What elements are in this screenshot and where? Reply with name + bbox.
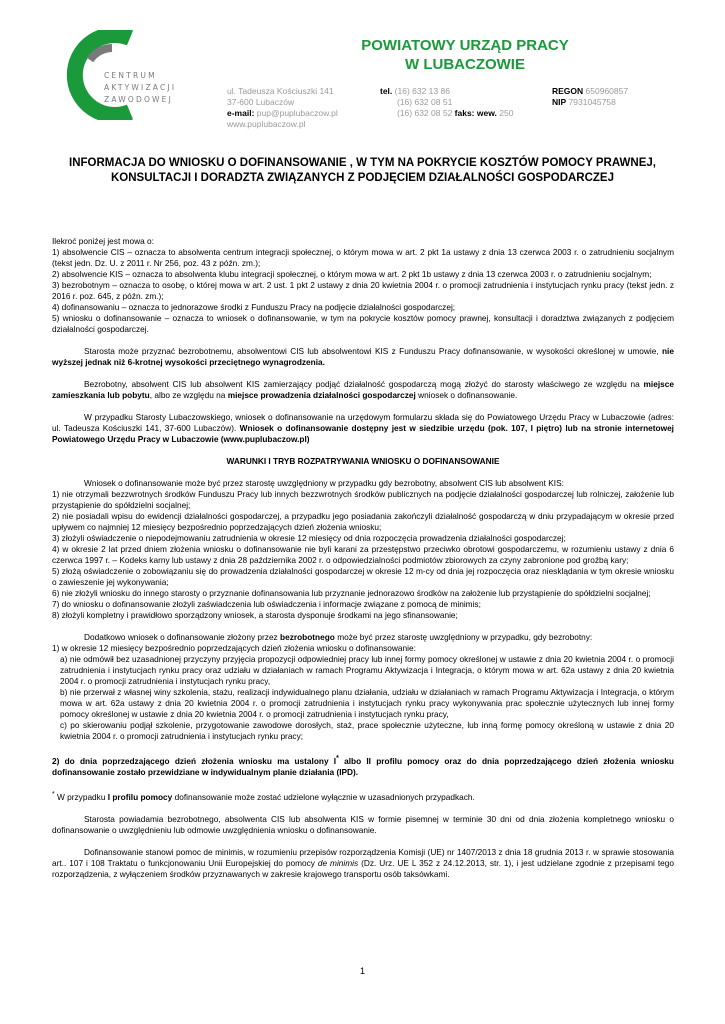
definition-item: 5) wniosku o dofinansowanie – oznacza to wniosek o dofinansowanie, w tym na pokrycie kosztów pomocy prawnej, konsultacji i doradztwa związanych z podjęciem działalności gospodarczej. (52, 313, 674, 334)
extra-subitem: a) nie odmówił bez uzasadnionej przyczyny przyjęcia propozycji odpowiedniej pracy lub innej formy pomocy określonej w ustawie z dnia 20 kwietnia 2004 r. o promocji zatrudnienia i instytucjach rynku pracy oraz udziału w działaniach w ramach Programu Aktywizacja i Integracja, o którym mowa w art. 62a ustawy z dnia 20 kwietnia 2004 r. o promocji zatrudnienia i instytucjach rynku pracy, (60, 654, 674, 686)
document-title: INFORMACJA DO WNIOSKU O DOFINANSOWANIE , W TYM NA POKRYCIE KOSZTÓW POMOCY PRAWNEJ, KONSULTACJI I DORADZTA ZWIĄZANYCH Z PODJĘCIEM DZIAŁALNOŚCI GOSPODARCZEJ (69, 157, 656, 184)
condition-item: 3) złożyli oświadczenie o niepodejmowaniu zatrudnienia w okresie 12 miesięcy od dnia rozpoczęcia prowadzenia działalności gospodarczej; (52, 533, 566, 543)
tel-2: (16) 632 08 51 (397, 97, 453, 107)
extra-item-2: 2) do dnia poprzedzającego dzień złożenia wniosku ma ustalony I* albo II profilu pomocy oraz do dnia poprzedzającego dzień złożenia wniosku dofinansowanie zostało przewidziane w indywidualnym planie działania (IPD). (52, 755, 674, 777)
extra-subitem: b) nie przerwał z własnej winy szkolenia, stażu, realizacji indywidualnego planu działania, udziału w działaniach w ramach Programu Aktywizacja i Integracja, o którym mowa w art. 62a ustawy z dnia 20 kwietnia 2004 r. o promocji zatrudnienia i instytucjach rynku pracy wykonywania prac społecznie użytecznych lub innej formy pomocy określonej w ustawie z dnia 20 kwietnia 2004 r. o promocji zatrudnienia i instytucjach rynku pracy, (60, 687, 674, 719)
logo-line: CENTRUM (104, 71, 157, 80)
paragraph-lubaczow: W przypadku Starosty Lubaczowskiego, wniosek o dofinansowanie na urzędowym formularzu składa się do Powiatowego Urzędu Pracy w Lubaczowie (adres: ul. Tadeusza Kościuszki 141, 37-600 Lubaczów). Wniosek o dofinansowanie dostępny jest w siedzibie urzędu (pok. 107, I piętro) lub na stronie internetowej Powiatowego Urzędu Pracy w Lubaczowie (www.puplubaczow.pl) (52, 412, 674, 444)
website-link[interactable]: www.puplubaczow.pl (227, 119, 306, 129)
condition-item: 8) złożyli kompletny i prawidłowo sporządzony wniosek, a starosta dysponuje środkami na jego sfinansowanie; (52, 610, 458, 620)
paragraph-miejsce: Bezrobotny, absolwent CIS lub absolwent KIS zamierzający podjąć działalność gospodarczą mogą złożyć do starosty właściwego ze względu na miejsce zamieszkania lub pobytu, albo ze względu na miejsce prowadzenia działalności gospodarczej wniosek o dofinansowanie. (52, 379, 674, 400)
address-line-2: 37-600 Lubaczów (227, 97, 295, 107)
logo-line: ZAWODOWEJ (104, 95, 174, 104)
extra-subitem: c) po skierowaniu podjął szkolenie, przygotowanie zawodowe dorosłych, staż, prace społecznie użyteczne, lub inną formę pomocy określoną w ustawie z dnia 20 kwietnia 2004 r. o promocji zatrudnienia i instytucjach rynku pracy; (60, 720, 674, 741)
address-line-1: ul. Tadeusza Kościuszki 141 (227, 86, 334, 96)
logo-line: AKTYWIZACJI (104, 83, 177, 92)
extra-intro: Dodatkowo wniosek o dofinansowanie złożony przez bezrobotnego może być przez starostę uwzględniony w przypadku, gdy bezrobotny: (84, 632, 593, 642)
paragraph-starosta: Starosta może przyznać bezrobotnemu, absolwentowi CIS lub absolwentowi KIS z Funduszu Pracy dofinansowanie, w wysokości określonej w umowie, nie wyższej jednak niż 6-krotnej wysokości przeciętnego wynagrodzenia. (52, 346, 674, 367)
tel-3: (16) 632 08 52 (397, 108, 453, 118)
nip-value: 7931045758 (568, 97, 616, 107)
office-title-line-2: W LUBACZOWIE (405, 56, 525, 73)
regon-value: 650960857 (585, 86, 629, 96)
condition-item: 5) złożą oświadczenie o zobowiązaniu się do prowadzenia działalności gospodarczej w okresie 12 m-cy od dnia jej rozpoczęcia oraz niesklądania w tym okresie wniosku o zawieszenie jej wykonywania; (52, 566, 674, 587)
definition-item: 2) absolwencie KIS – oznacza to absolwenta klubu integracji społecznej, o którym mowa w art. 2 pkt 1b ustawy z dnia 13 czerwca 2003 r. o zatrudnieniu socjalnym; (52, 269, 652, 279)
office-title (300, 36, 630, 74)
email-link[interactable]: pup@puplubaczow.pl (256, 108, 338, 118)
contact-phones (380, 86, 513, 119)
nip-label: NIP (552, 97, 567, 107)
tel-label: tel. (380, 86, 393, 96)
section-heading: WARUNKI I TRYB ROZPATRYWANIA WNIOSKU O DOFINANSOWANIE (226, 456, 500, 466)
page-number: 1 (359, 966, 365, 976)
fax-ext: 250 (499, 108, 514, 118)
tel-1: (16) 632 13 86 (394, 86, 450, 96)
definition-item: 1) absolwencie CIS – oznacza to absolwenta centrum integracji społecznej, o którym mowa w art. 2 pkt 1a ustawy z dnia 13 czerwca 2003 r. o zatrudnieniu socjalnym (tekst jedn. Dz. U. z 2011 r. Nr 256, poz. 43 z późn. zm.); (52, 247, 674, 268)
paragraph-minimis: Dofinansowanie stanowi pomoc de minimis, w rozumieniu przepisów rozporządzenia Komisji (UE) nr 1407/2013 z dnia 18 grudnia 2013 r. w sprawie stosowania art.. 107 i 108 Traktatu o funkcjonowaniu Unii Europejskiej do pomocy de minimis (Dz. Urz. UE L 352 z 24.12.2013, str. 1), i jest udzielane zgodnie z przepisami tego rozporządzenia, z wyłączeniem środków przyznawanych w zakresie krajowego transportu osób taksówkami. (52, 846, 674, 879)
contact-ids (552, 86, 628, 108)
definition-item: 4) dofinansowaniu – oznacza to jednorazowe środki z Funduszu Pracy na podjęcie działalności gospodarczej; (52, 302, 456, 312)
office-title-line-1: POWIATOWY URZĄD PRACY (361, 37, 569, 54)
contact-address (227, 86, 338, 130)
condition-item: 6) nie złożyli wniosku do innego starosty o przyznanie dofinansowania lub przyznanie jednorazowo środków na założenie lub przystąpienie do spółdzielni socjalnej; (52, 588, 651, 598)
regon-label: REGON (552, 86, 584, 96)
conditions-intro: Wniosek o dofinansowanie może być przez starostę uwzględniony w przypadku gdy bezrobotny, absolwent CIS lub absolwent KIS: (84, 478, 564, 488)
email-label: e-mail: (227, 108, 255, 118)
definitions-intro: Ilekroć poniżej jest mowa o: (52, 236, 154, 246)
extra-item: 1) w okresie 12 miesięcy bezpośrednio poprzedzających dzień złożenia wniosku o dofinansowanie: (52, 643, 416, 653)
condition-item: 7) do wniosku o dofinansowanie złożyli zaświadczenia lub oświadczenia i informacje związane z pomocą de minimis; (52, 599, 481, 609)
condition-item: 2) nie posiadali wpisu do ewidencji działalności gospodarczej, a przypadku jego posiadania zakończyli działalność gospodarczą w dniu przypadającym w okresie przed upływem co najmniej 12 miesięcy bezpośrednio poprzedzających dzień złożenia wniosku; (52, 511, 674, 532)
fax-label: faks: wew. (454, 108, 497, 118)
condition-item: 1) nie otrzymali bezzwrotnych środków Funduszu Pracy lub innych bezzwrotnych środków publicznych na podjęcie działalności gospodarczej lub rolniczej, założenie lub przystąpienie do spółdzielni socjalnej; (52, 489, 674, 510)
document-body (52, 236, 674, 880)
logo-text (104, 70, 176, 106)
condition-item: 4) w okresie 2 lat przed dniem złożenia wniosku o dofinansowanie nie byli karani za przestępstwo przeciwko obrotowi gospodarczemu, w rozumieniu ustawy z dnia 6 czerwca 1997 r. – Kodeks karny lub ustawy z dnia 28 października 2002 r. o odpowiedzialności podmiotów zbiorowych za czyny zabronione pod groźbą kary; (52, 544, 674, 565)
footnote: * W przypadku I profilu pomocy dofinansowanie może zostać udzielone wyłącznie w uzasadnionych przypadkach. (52, 790, 475, 802)
definition-item: 3) bezrobotnym – oznacza to osobę, o której mowa w art. 2 ust. 1 pkt 2 ustawy z dnia 20 kwietnia 2004 r. o promocji zatrudnienia i instytucjach rynku pracy (tekst jedn. z 2016 r. poz. 645, z późn. zm.); (52, 280, 674, 301)
paragraph-notify: Starosta powiadamia bezrobotnego, absolwenta CIS lub absolwenta KIS w formie pisemnej w terminie 30 dni od dnia złożenia kompletnego wniosku o dofinansowanie o uwzględnieniu lub odmowie uwzględnienia wniosku o dofinansowanie. (52, 813, 674, 835)
